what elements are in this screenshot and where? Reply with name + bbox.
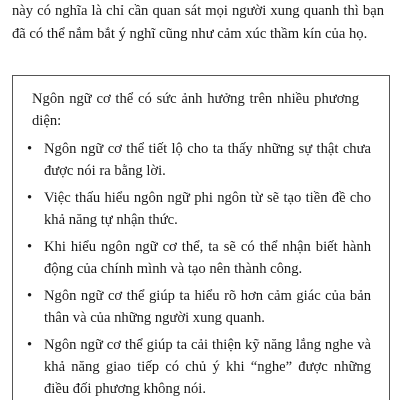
list-item (27, 138, 375, 182)
bullet-icon: • (27, 337, 33, 353)
list-item (27, 187, 375, 231)
list-item-text: Ngôn ngữ cơ thể tiết lộ cho ta thấy những sự thật chưa được nói ra bằng lời. (44, 141, 371, 179)
list-item-text: Việc thấu hiểu ngôn ngữ phi ngôn từ sẽ tạo tiền đề cho khả năng tự nhận thức. (44, 190, 371, 228)
info-box (12, 75, 390, 400)
intro-paragraph: này có nghĩa là chỉ cần quan sát mọi người xung quanh thì bạn đã có thể nắm bắt ý nghĩ cũng như cảm xúc thầm kín của họ. (12, 3, 384, 42)
list-item-text: Khi hiểu ngôn ngữ cơ thể, ta sẽ có thể nhận biết hành động của chính mình và tạo nên thành công. (44, 239, 371, 277)
list-item-text: Ngôn ngữ cơ thể giúp ta cải thiện kỹ năng lắng nghe và khả năng giao tiếp có chủ ý khi “nghe” được những điều đối phương không nói. (44, 337, 371, 397)
bullet-icon: • (27, 239, 33, 255)
bullet-icon: • (27, 141, 33, 157)
list-item (27, 236, 375, 280)
info-box-heading: Ngôn ngữ cơ thể có sức ảnh hưởng trên nhiều phương diện: (32, 91, 359, 129)
bullet-icon: • (27, 190, 33, 206)
list-item-text: Ngôn ngữ cơ thể giúp ta hiểu rõ hơn cảm giác của bản thân và của những người xung quanh. (44, 288, 371, 326)
bullet-icon: • (27, 288, 33, 304)
list-item (27, 285, 375, 329)
bullet-list (27, 138, 375, 400)
list-item (27, 334, 375, 400)
